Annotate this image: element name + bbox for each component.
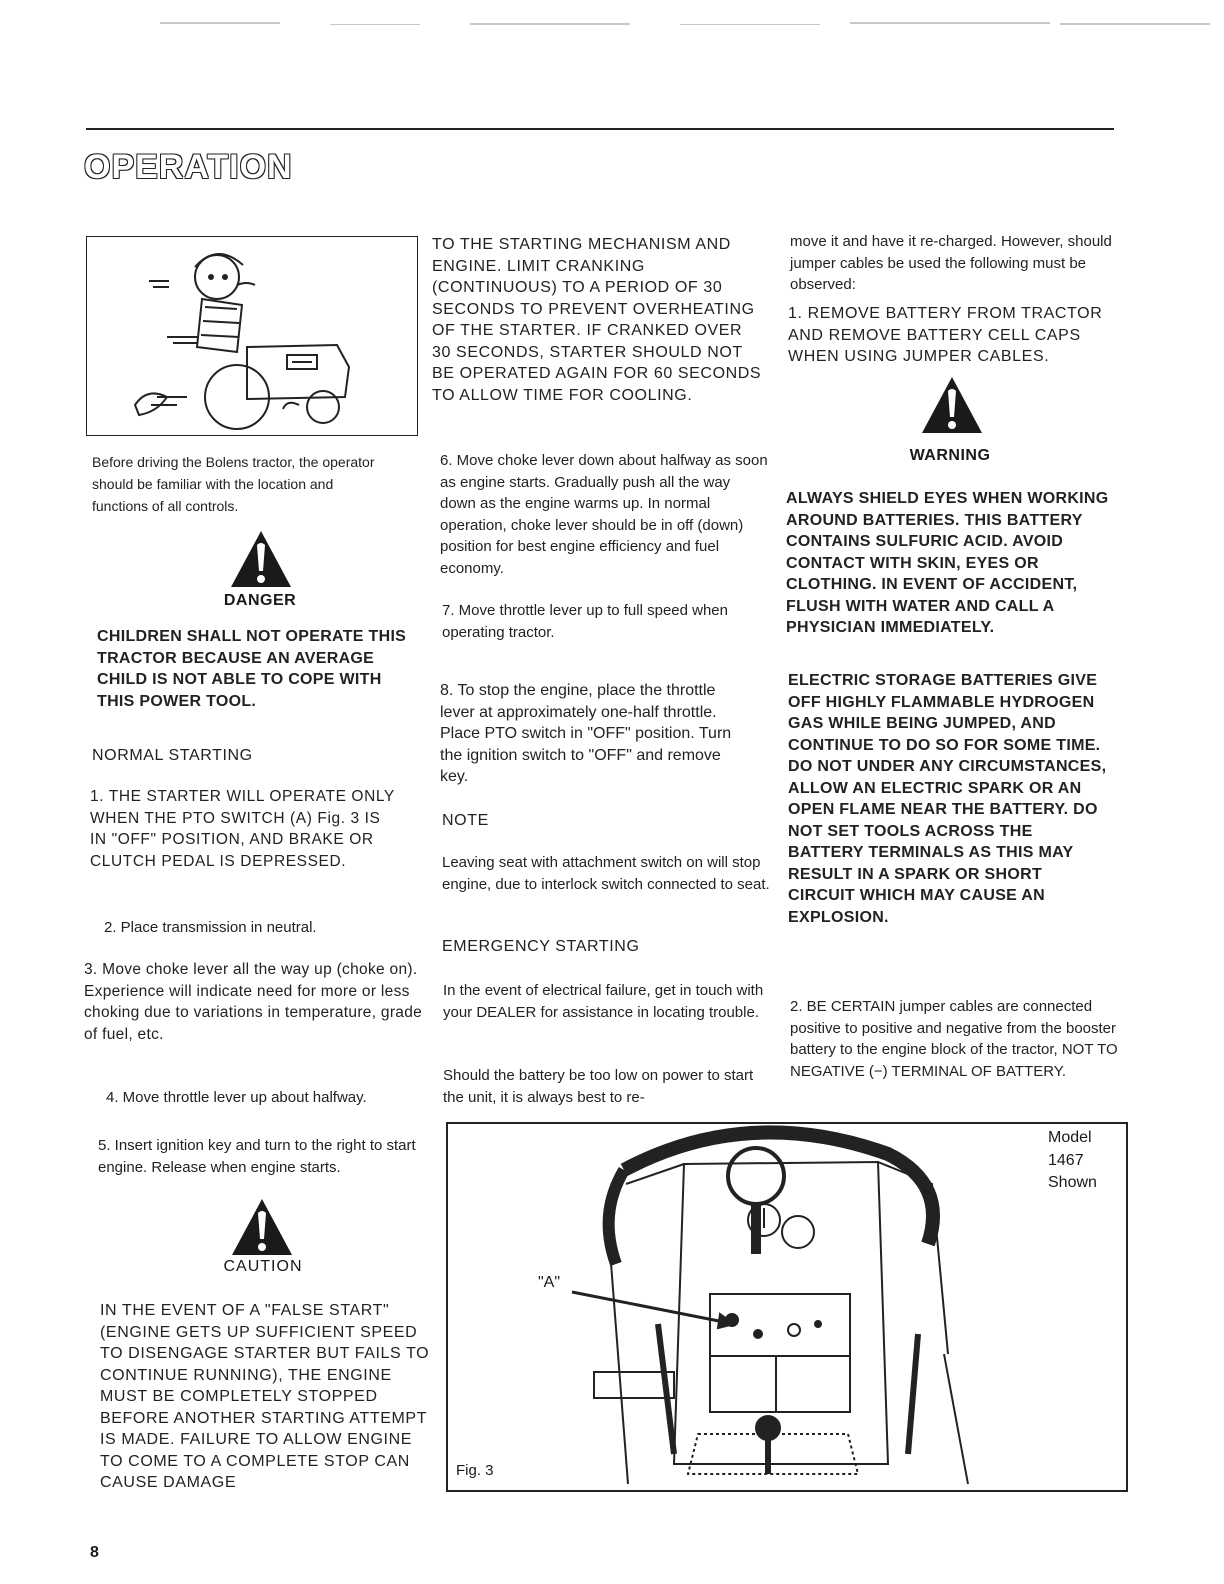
jumper-step-2: 2. BE CERTAIN jumper cables are connected positive to positive and negative from the booster battery to the engine block of the tractor, NOT TO NEGATIVE (−) TERMINAL OF BATTERY. bbox=[790, 998, 1118, 1080]
step-1-starter: 1. THE STARTER WILL OPERATE ONLY WHEN THE PTO SWITCH (A) Fig. 3 IS IN "OFF" POSITION, AND BRAKE OR CLUTCH PEDAL IS DEPRESSED. bbox=[90, 788, 395, 870]
battery-warning-icon bbox=[920, 375, 984, 435]
caution-warning-icon bbox=[230, 1197, 294, 1257]
step-2-transmission: 2. Place transmission in neutral. bbox=[104, 919, 317, 936]
page-number: 8 bbox=[90, 1544, 99, 1561]
caution-label: CAUTION bbox=[223, 1258, 303, 1275]
intro-paragraph: Before driving the Bolens tractor, the operator should be familiar with the location and functions of all controls. bbox=[92, 454, 375, 514]
warning-text: ALWAYS SHIELD EYES WHEN WORKING AROUND BATTERIES. THIS BATTERY CONTAINS SULFURIC ACID. AVOID CONTACT WITH SKIN, EYES OR CLOTHING. IN EVENT OF ACCIDENT, FLUSH WITH WATER AND CALL A PHYSICIAN IMMEDIATELY. bbox=[786, 490, 1109, 636]
electric-storage-warning: ELECTRIC STORAGE BATTERIES GIVE OFF HIGHLY FLAMMABLE HYDROGEN GAS WHILE BEING JUMPED, AND CONTINUE TO DO SO FOR SOME TIME. DO NOT UNDER ANY CIRCUMSTANCES, ALLOW AN ELECTRIC SPARK OR AN OPEN FLAME NEAR THE BATTERY. DO NOT SET TOOLS ACROSS THE BATTERY TERMINALS AS THIS MAY RESULT IN A SPARK OR SHORT CIRCUIT WHICH MAY CAUSE AN EXPLOSION. bbox=[788, 672, 1107, 926]
danger-warning-icon bbox=[229, 529, 293, 589]
emergency-starting-heading: EMERGENCY STARTING bbox=[442, 938, 640, 955]
step-5-ignition: 5. Insert ignition key and turn to the right to start engine. Release when engine starts. bbox=[98, 1137, 416, 1176]
danger-label: DANGER bbox=[223, 592, 297, 609]
caution-text: IN THE EVENT OF A "FALSE START" (ENGINE GETS UP SUFFICIENT SPEED TO DISENGAGE STARTER BUT FAILS TO CONTINUE RUNNING), THE ENGINE MUST BE COMPLETELY STOPPED BEFORE ANOTHER STARTING ATTEMPT IS MADE. FAILURE TO ALLOW ENGINE TO COME TO A COMPLETE STOP CAN CAUSE DAMAGE bbox=[100, 1302, 430, 1491]
step-7-full-speed: 7. Move throttle lever up to full speed when operating tractor. bbox=[442, 602, 728, 641]
emergency-text: In the event of electrical failure, get in touch with your DEALER for assistance in locating trouble. bbox=[443, 982, 764, 1021]
model-label-line-3: Shown bbox=[1048, 1174, 1097, 1191]
step-8-stop-engine: 8. To stop the engine, place the throttle lever at approximately one-half throttle. Place PTO switch in "OFF" position. Turn the ignition switch to "OFF" and remove key. bbox=[440, 682, 732, 785]
danger-text: CHILDREN SHALL NOT OPERATE THIS TRACTOR BECAUSE AN AVERAGE CHILD IS NOT ABLE TO COPE WITH THIS POWER TOOL. bbox=[97, 628, 407, 710]
model-label-line-1: Model bbox=[1048, 1129, 1092, 1146]
step-4-throttle: 4. Move throttle lever up about halfway. bbox=[106, 1089, 367, 1106]
low-battery-text: Should the battery be too low on power to start the unit, it is always best to re- bbox=[443, 1067, 754, 1106]
jumper-step-1: 1. REMOVE BATTERY FROM TRACTOR AND REMOVE BATTERY CELL CAPS WHEN USING JUMPER CABLES. bbox=[788, 305, 1103, 365]
jumper-cable-intro: move it and have it re-charged. However, should jumper cables be used the following must be observed: bbox=[790, 233, 1112, 293]
header-rule bbox=[86, 128, 1114, 130]
model-label-line-2: 1467 bbox=[1048, 1152, 1084, 1169]
normal-starting-heading: NORMAL STARTING bbox=[92, 747, 253, 764]
step-6-choke-down: 6. Move choke lever down about halfway as soon as engine starts. Gradually push all the way down as the engine warms up. In normal operation, choke lever should be in off (down) position for best engine efficiency and fuel economy. bbox=[440, 452, 768, 577]
figure-caption: Fig. 3 bbox=[456, 1462, 494, 1479]
cartoon-illustration bbox=[86, 236, 418, 436]
scan-noise bbox=[0, 14, 1224, 34]
page-title: OPERATION bbox=[84, 148, 293, 186]
note-heading: NOTE bbox=[442, 812, 489, 829]
step-3-choke: 3. Move choke lever all the way up (choke on). Experience will indicate need for more or less choking due to variations in temperature, grade of fuel, etc. bbox=[84, 961, 423, 1043]
warning-label: WARNING bbox=[909, 447, 991, 464]
note-text: Leaving seat with attachment switch on will stop engine, due to interlock switch connected to seat. bbox=[442, 854, 770, 893]
cranking-limit-text: TO THE STARTING MECHANISM AND ENGINE. LIMIT CRANKING (CONTINUOUS) TO A PERIOD OF 30 SECONDS TO PREVENT OVERHEATING OF THE STARTER. IF CRANKED OVER 30 SECONDS, STARTER SHOULD NOT BE OPERATED AGAIN FOR 60 SECONDS TO ALLOW TIME FOR COOLING. bbox=[432, 236, 762, 404]
figure-3-dashboard bbox=[446, 1122, 1128, 1492]
switch-a-pointer-label: "A" bbox=[538, 1274, 561, 1291]
dashboard-illustration bbox=[448, 1124, 1126, 1490]
